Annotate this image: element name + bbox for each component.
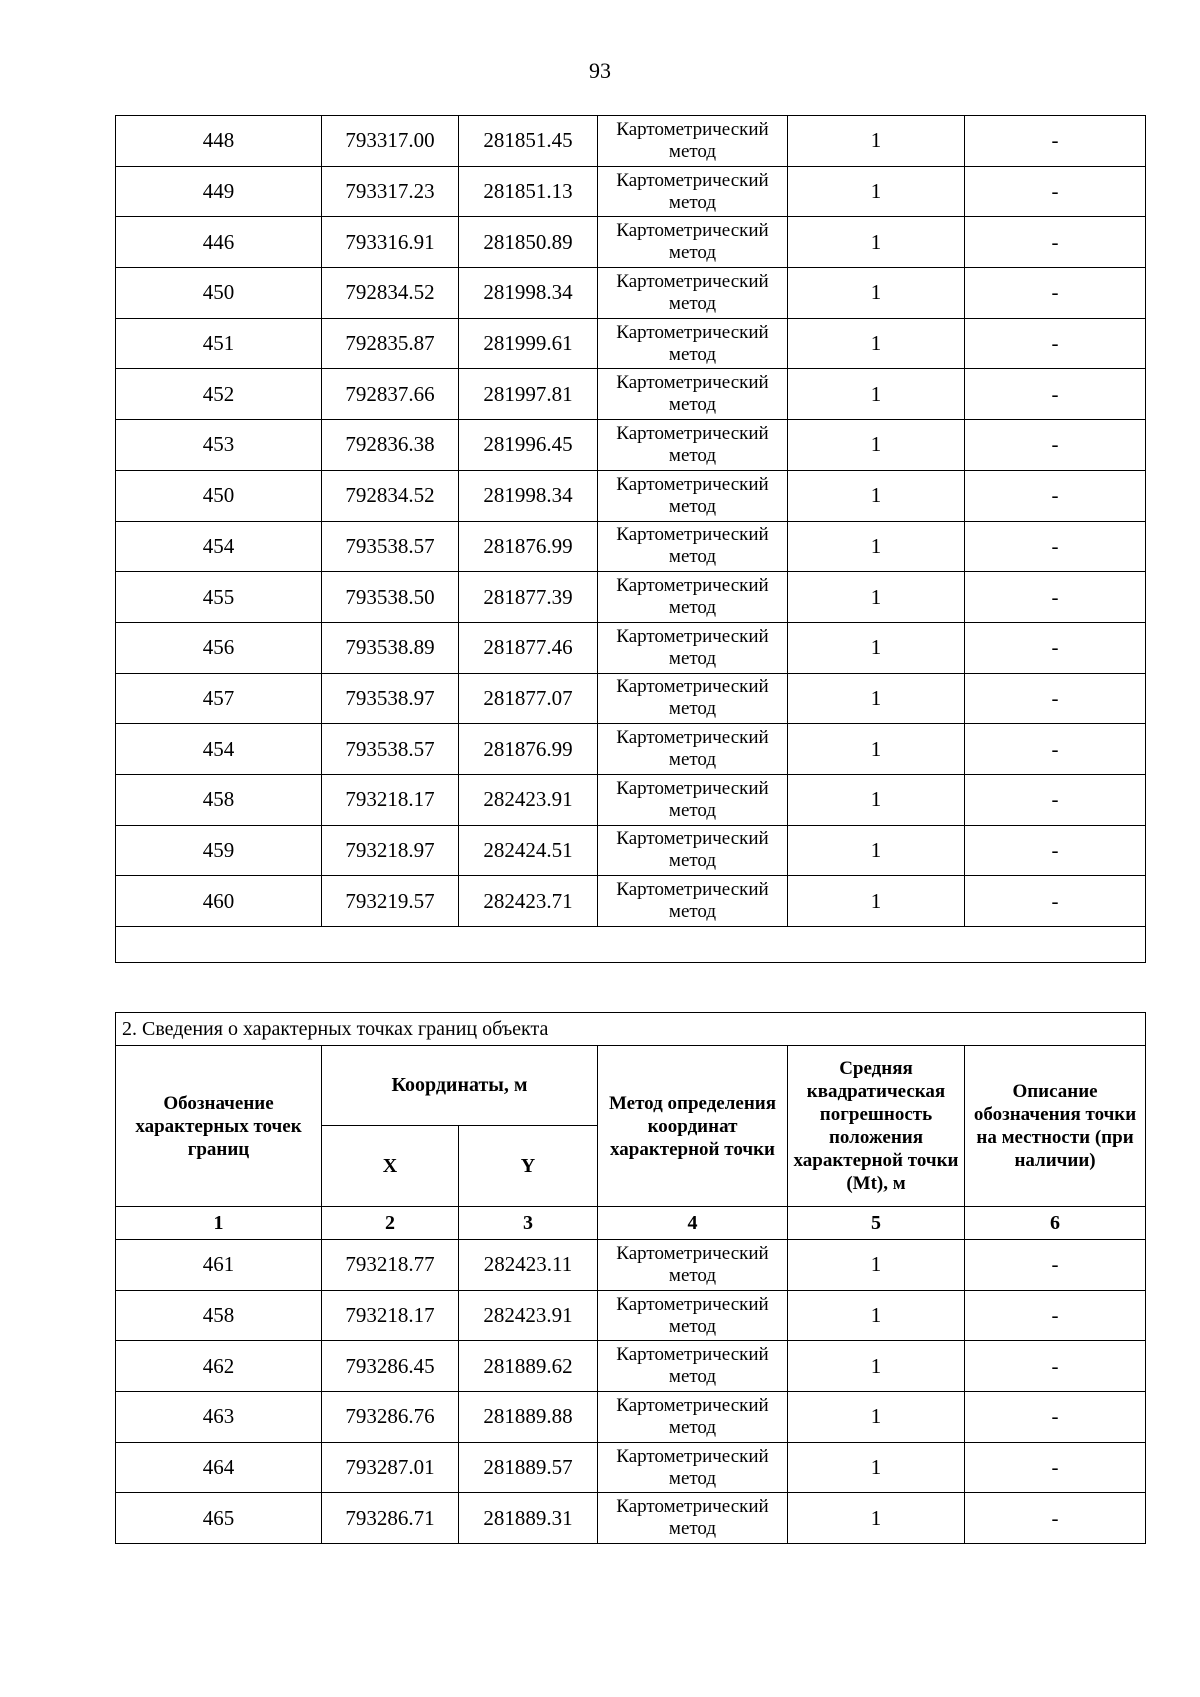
method-cell: Картометрический метод [598, 217, 788, 268]
table1-empty-row [116, 927, 1146, 963]
y-coordinate-cell: 281876.99 [459, 724, 598, 775]
y-coordinate-cell: 281998.34 [459, 268, 598, 319]
x-coordinate-cell: 793538.89 [322, 622, 459, 673]
table-row [116, 1341, 1146, 1392]
description-cell: - [965, 470, 1146, 521]
description-cell: - [965, 369, 1146, 420]
method-cell: Картометрический метод [598, 876, 788, 927]
column-number: 1 [116, 1207, 322, 1240]
point-number-cell: 452 [116, 369, 322, 420]
method-cell: Картометрический метод [598, 166, 788, 217]
point-number-cell: 449 [116, 166, 322, 217]
point-number-cell: 448 [116, 116, 322, 167]
method-cell: Картометрический метод [598, 1442, 788, 1493]
table-row [116, 825, 1146, 876]
point-number-cell: 453 [116, 420, 322, 471]
error-cell: 1 [788, 1392, 965, 1443]
table-row [116, 1392, 1146, 1443]
method-cell: Картометрический метод [598, 673, 788, 724]
point-number-cell: 455 [116, 572, 322, 623]
table-row [116, 876, 1146, 927]
x-coordinate-cell: 793219.57 [322, 876, 459, 927]
section-title: 2. Сведения о характерных точках границ объекта [116, 1013, 1146, 1046]
column-number: 4 [598, 1207, 788, 1240]
error-cell: 1 [788, 521, 965, 572]
method-cell: Картометрический метод [598, 572, 788, 623]
description-cell: - [965, 1290, 1146, 1341]
table-row [116, 1240, 1146, 1291]
x-coordinate-cell: 793218.17 [322, 1290, 459, 1341]
error-cell: 1 [788, 825, 965, 876]
table-row [116, 420, 1146, 471]
x-coordinate-cell: 793538.97 [322, 673, 459, 724]
point-number-cell: 458 [116, 1290, 322, 1341]
x-coordinate-cell: 793538.57 [322, 521, 459, 572]
y-coordinate-cell: 281850.89 [459, 217, 598, 268]
method-cell: Картометрический метод [598, 369, 788, 420]
point-number-cell: 446 [116, 217, 322, 268]
y-coordinate-cell: 281851.45 [459, 116, 598, 167]
error-cell: 1 [788, 774, 965, 825]
header-designation: Обозначение характерных точек границ [116, 1046, 322, 1207]
table-row [116, 673, 1146, 724]
description-cell: - [965, 1392, 1146, 1443]
x-coordinate-cell: 793286.45 [322, 1341, 459, 1392]
y-coordinate-cell: 281889.31 [459, 1493, 598, 1544]
column-number: 3 [459, 1207, 598, 1240]
point-number-cell: 454 [116, 724, 322, 775]
description-cell: - [965, 673, 1146, 724]
description-cell: - [965, 876, 1146, 927]
point-number-cell: 450 [116, 268, 322, 319]
description-cell: - [965, 116, 1146, 167]
error-cell: 1 [788, 420, 965, 471]
column-number: 6 [965, 1207, 1146, 1240]
point-number-cell: 461 [116, 1240, 322, 1291]
description-cell: - [965, 1493, 1146, 1544]
section-title-row [116, 1013, 1146, 1046]
y-coordinate-cell: 282423.71 [459, 876, 598, 927]
method-cell: Картометрический метод [598, 470, 788, 521]
description-cell: - [965, 217, 1146, 268]
header-method: Метод определения координат характерной точки [598, 1046, 788, 1207]
table-row [116, 1493, 1146, 1544]
error-cell: 1 [788, 1341, 965, 1392]
coordinates-table-continued [115, 115, 1146, 963]
error-cell: 1 [788, 1290, 965, 1341]
error-cell: 1 [788, 268, 965, 319]
x-coordinate-cell: 793218.17 [322, 774, 459, 825]
description-cell: - [965, 268, 1146, 319]
table-row [116, 318, 1146, 369]
description-cell: - [965, 825, 1146, 876]
point-number-cell: 457 [116, 673, 322, 724]
point-number-cell: 464 [116, 1442, 322, 1493]
error-cell: 1 [788, 622, 965, 673]
description-cell: - [965, 521, 1146, 572]
table-row [116, 268, 1146, 319]
error-cell: 1 [788, 470, 965, 521]
column-numbers-row [116, 1207, 1146, 1240]
method-cell: Картометрический метод [598, 724, 788, 775]
method-cell: Картометрический метод [598, 268, 788, 319]
error-cell: 1 [788, 166, 965, 217]
x-coordinate-cell: 793286.76 [322, 1392, 459, 1443]
x-coordinate-cell: 793538.57 [322, 724, 459, 775]
error-cell: 1 [788, 1493, 965, 1544]
y-coordinate-cell: 281998.34 [459, 470, 598, 521]
description-cell: - [965, 1442, 1146, 1493]
table2-body [116, 1240, 1146, 1544]
error-cell: 1 [788, 876, 965, 927]
point-number-cell: 451 [116, 318, 322, 369]
error-cell: 1 [788, 1240, 965, 1291]
y-coordinate-cell: 281889.57 [459, 1442, 598, 1493]
point-number-cell: 462 [116, 1341, 322, 1392]
header-error: Средняя квадратическая погрешность положения характерной точки (Mt), м [788, 1046, 965, 1207]
description-cell: - [965, 1240, 1146, 1291]
method-cell: Картометрический метод [598, 116, 788, 167]
point-number-cell: 460 [116, 876, 322, 927]
x-coordinate-cell: 793286.71 [322, 1493, 459, 1544]
x-coordinate-cell: 792835.87 [322, 318, 459, 369]
y-coordinate-cell: 281877.07 [459, 673, 598, 724]
method-cell: Картометрический метод [598, 318, 788, 369]
method-cell: Картометрический метод [598, 825, 788, 876]
x-coordinate-cell: 792837.66 [322, 369, 459, 420]
y-coordinate-cell: 281996.45 [459, 420, 598, 471]
description-cell: - [965, 774, 1146, 825]
x-coordinate-cell: 792836.38 [322, 420, 459, 471]
boundary-points-table [115, 1012, 1146, 1544]
method-cell: Картометрический метод [598, 1341, 788, 1392]
table-row [116, 470, 1146, 521]
y-coordinate-cell: 281999.61 [459, 318, 598, 369]
point-number-cell: 463 [116, 1392, 322, 1443]
y-coordinate-cell: 281877.46 [459, 622, 598, 673]
description-cell: - [965, 572, 1146, 623]
table-row [116, 116, 1146, 167]
point-number-cell: 459 [116, 825, 322, 876]
method-cell: Картометрический метод [598, 1290, 788, 1341]
table-row [116, 572, 1146, 623]
table-row [116, 622, 1146, 673]
table-row [116, 1442, 1146, 1493]
description-cell: - [965, 420, 1146, 471]
error-cell: 1 [788, 724, 965, 775]
header-row-1 [116, 1046, 1146, 1126]
method-cell: Картометрический метод [598, 521, 788, 572]
point-number-cell: 465 [116, 1493, 322, 1544]
table-row [116, 724, 1146, 775]
x-coordinate-cell: 793218.77 [322, 1240, 459, 1291]
y-coordinate-cell: 281889.88 [459, 1392, 598, 1443]
y-coordinate-cell: 281851.13 [459, 166, 598, 217]
method-cell: Картометрический метод [598, 1493, 788, 1544]
x-coordinate-cell: 793317.00 [322, 116, 459, 167]
point-number-cell: 454 [116, 521, 322, 572]
table-row [116, 521, 1146, 572]
description-cell: - [965, 724, 1146, 775]
column-number: 2 [322, 1207, 459, 1240]
table-row [116, 369, 1146, 420]
point-number-cell: 456 [116, 622, 322, 673]
table-row [116, 774, 1146, 825]
y-coordinate-cell: 282423.91 [459, 774, 598, 825]
y-coordinate-cell: 281876.99 [459, 521, 598, 572]
header-coordinates: Координаты, м [322, 1046, 598, 1126]
point-number-cell: 450 [116, 470, 322, 521]
y-coordinate-cell: 281997.81 [459, 369, 598, 420]
x-coordinate-cell: 793218.97 [322, 825, 459, 876]
x-coordinate-cell: 793317.23 [322, 166, 459, 217]
error-cell: 1 [788, 369, 965, 420]
method-cell: Картометрический метод [598, 622, 788, 673]
error-cell: 1 [788, 318, 965, 369]
table-row [116, 217, 1146, 268]
header-y: Y [459, 1126, 598, 1207]
error-cell: 1 [788, 217, 965, 268]
error-cell: 1 [788, 673, 965, 724]
x-coordinate-cell: 793316.91 [322, 217, 459, 268]
point-number-cell: 458 [116, 774, 322, 825]
y-coordinate-cell: 281877.39 [459, 572, 598, 623]
method-cell: Картометрический метод [598, 1392, 788, 1443]
column-number: 5 [788, 1207, 965, 1240]
x-coordinate-cell: 793538.50 [322, 572, 459, 623]
y-coordinate-cell: 281889.62 [459, 1341, 598, 1392]
page-number: 93 [589, 58, 611, 83]
description-cell: - [965, 318, 1146, 369]
error-cell: 1 [788, 1442, 965, 1493]
y-coordinate-cell: 282424.51 [459, 825, 598, 876]
header-description: Описание обозначения точки на местности (при наличии) [965, 1046, 1146, 1207]
method-cell: Картометрический метод [598, 774, 788, 825]
table-row [116, 166, 1146, 217]
error-cell: 1 [788, 572, 965, 623]
description-cell: - [965, 166, 1146, 217]
header-x: X [322, 1126, 459, 1207]
description-cell: - [965, 622, 1146, 673]
table1-body [116, 116, 1146, 927]
error-cell: 1 [788, 116, 965, 167]
x-coordinate-cell: 793287.01 [322, 1442, 459, 1493]
table-row [116, 1290, 1146, 1341]
method-cell: Картометрический метод [598, 420, 788, 471]
y-coordinate-cell: 282423.91 [459, 1290, 598, 1341]
method-cell: Картометрический метод [598, 1240, 788, 1291]
description-cell: - [965, 1341, 1146, 1392]
y-coordinate-cell: 282423.11 [459, 1240, 598, 1291]
x-coordinate-cell: 792834.52 [322, 470, 459, 521]
x-coordinate-cell: 792834.52 [322, 268, 459, 319]
